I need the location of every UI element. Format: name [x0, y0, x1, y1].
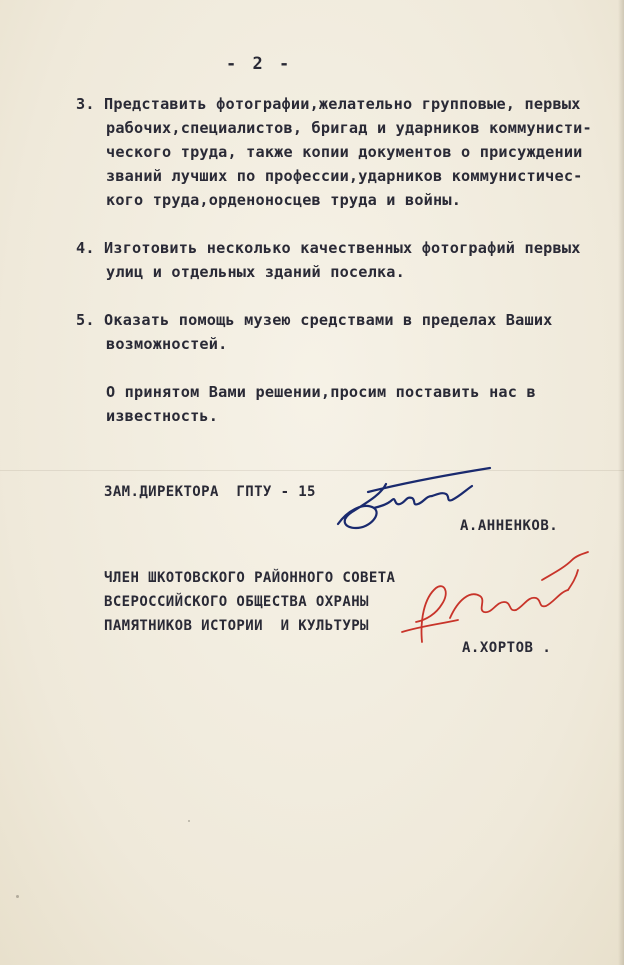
item-5-line-2: возможностей.	[106, 335, 228, 353]
page-number: - 2 -	[226, 54, 293, 74]
item-3-line-1: 3. Представить фотографии,желательно групповые, первых	[76, 95, 581, 113]
signatory-2-title-line-2: ВСЕРОССИЙСКОГО ОБЩЕСТВА ОХРАНЫ	[104, 594, 369, 610]
signatory-2-name: А.ХОРТОВ .	[462, 640, 552, 656]
paper-edge-shadow	[618, 0, 624, 965]
item-5-line-1: 5. Оказать помощь музею средствами в пределах Ваших	[76, 311, 553, 329]
signatory-2-title-line-1: ЧЛЕН ШКОТОВСКОГО РАЙОННОГО СОВЕТА	[104, 570, 396, 586]
item-3-line-5: кого труда,орденоносцев труда и войны.	[106, 191, 462, 209]
item-4-line-1: 4. Изготовить несколько качественных фотографий первых	[76, 239, 581, 257]
closing-line-1: О принятом Вами решении,просим поставить нас в	[106, 383, 536, 401]
signatory-1-title: ЗАМ.ДИРЕКТОРА ГПТУ - 15	[104, 484, 316, 500]
paper-speck	[16, 895, 19, 898]
item-3-line-4: званий лучших по профессии,ударников коммунистичес-	[106, 167, 583, 185]
paper-speck	[188, 820, 190, 822]
closing-line-2: известность.	[106, 407, 219, 425]
signatory-1-name: А.АННЕНКОВ.	[460, 518, 559, 534]
item-3-line-3: ческого труда, также копии документов о присуждении	[106, 143, 583, 161]
item-4-line-2: улиц и отдельных зданий поселка.	[106, 263, 405, 281]
signatory-2-title-line-3: ПАМЯТНИКОВ ИСТОРИИ И КУЛЬТУРЫ	[104, 618, 369, 634]
item-3-line-2: рабочих,специалистов, бригад и ударников коммунисти-	[106, 119, 592, 137]
paper-fold-line	[0, 470, 624, 471]
